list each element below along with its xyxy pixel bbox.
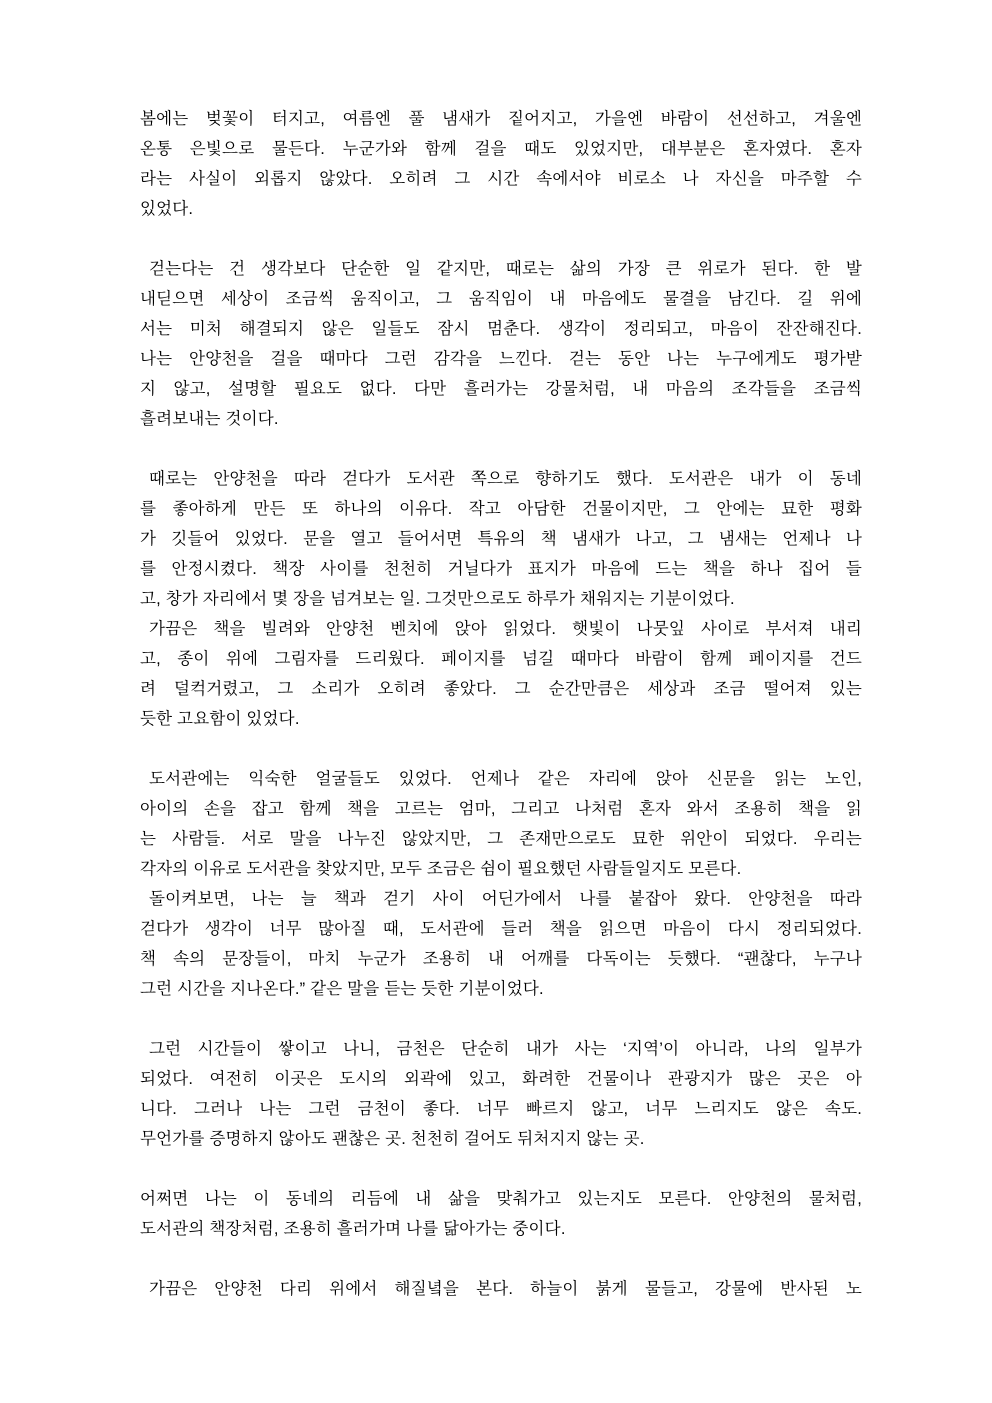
- paragraph: [140, 104, 862, 224]
- paragraph: [140, 1034, 862, 1154]
- paragraph: [140, 464, 862, 614]
- text-line: 때로는 안양천을 따라 걷다가 도서관 쪽으로 향하기도 했다. 도서관은 내가 이 동네: [149, 470, 862, 488]
- text-line: 니다. 그러나 나는 그런 금천이 좋다. 너무 빠르지 않고, 너무 느리지도 않은 속도.: [140, 1100, 862, 1118]
- text-body: [140, 104, 862, 1304]
- text-line: 흘려보내는 것이다.: [140, 410, 279, 428]
- paragraph: [140, 614, 862, 734]
- text-line: 가 깃들어 있었다. 문을 열고 들어서면 특유의 책 냄새가 나고, 그 냄새는 언제나 나: [140, 530, 862, 548]
- text-line: 가끔은 안양천 다리 위에서 해질녘을 본다. 하늘이 붉게 물들고, 강물에 반사된 노: [149, 1280, 862, 1298]
- text-line: 봄에는 벚꽃이 터지고, 여름엔 풀 냄새가 짙어지고, 가을엔 바람이 선선하고, 겨울엔: [140, 110, 862, 128]
- text-line: 나는 안양천을 걸을 때마다 그런 감각을 느낀다. 걷는 동안 나는 누구에게도 평가받: [140, 350, 862, 368]
- text-line: 고, 창가 자리에서 몇 장을 넘겨보는 일. 그것만으로도 하루가 채워지는 기분이었다.: [140, 590, 735, 608]
- text-line: 가끔은 책을 빌려와 안양천 벤치에 앉아 읽었다. 햇빛이 나뭇잎 사이로 부서져 내리: [149, 620, 862, 638]
- text-line: 걷는다는 건 생각보다 단순한 일 같지만, 때로는 삶의 가장 큰 위로가 된다. 한 발: [149, 260, 862, 278]
- text-line: 고, 종이 위에 그림자를 드리웠다. 페이지를 넘길 때마다 바람이 함께 페이지를 건드: [140, 650, 862, 668]
- text-line: 돌이켜보면, 나는 늘 책과 걷기 사이 어딘가에서 나를 붙잡아 왔다. 안양천을 따라: [149, 890, 862, 908]
- text-line: 듯한 고요함이 있었다.: [140, 710, 300, 728]
- paragraph: [140, 254, 862, 434]
- text-line: 서는 미처 해결되지 않은 일들도 잠시 멈춘다. 생각이 정리되고, 마음이 잔잔해진다.: [140, 320, 862, 338]
- text-line: 그런 시간을 지나온다.” 같은 말을 듣는 듯한 기분이었다.: [140, 980, 544, 998]
- text-line: 어쩌면 나는 이 동네의 리듬에 내 삶을 맞춰가고 있는지도 모른다. 안양천의 물처럼,: [140, 1190, 862, 1208]
- text-line: 는 사람들. 서로 말을 나누진 않았지만, 그 존재만으로도 묘한 위안이 되었다. 우리는: [140, 830, 862, 848]
- text-line: 를 안정시켰다. 책장 사이를 천천히 거닐다가 표지가 마음에 드는 책을 하나 집어 들: [140, 560, 862, 578]
- text-line: 려 덜컥거렸고, 그 소리가 오히려 좋았다. 그 순간만큼은 세상과 조금 떨어져 있는: [140, 680, 862, 698]
- text-line: 있었다.: [140, 200, 194, 218]
- text-line: 아이의 손을 잡고 함께 책을 고르는 엄마, 그리고 나처럼 혼자 와서 조용히 책을 읽: [140, 800, 862, 818]
- text-line: 온통 은빛으로 물든다. 누군가와 함께 걸을 때도 있었지만, 대부분은 혼자였다. 혼자: [140, 140, 862, 158]
- paragraph: [140, 884, 862, 1004]
- text-line: 책 속의 문장들이, 마치 누군가 조용히 내 어깨를 다독이는 듯했다. “괜찮다, 누구나: [140, 950, 862, 968]
- text-line: 무언가를 증명하지 않아도 괜찮은 곳. 천천히 걸어도 뒤처지지 않는 곳.: [140, 1130, 645, 1148]
- text-line: 되었다. 여전히 이곳은 도시의 외곽에 있고, 화려한 건물이나 관광지가 많은 곳은 아: [140, 1070, 862, 1088]
- text-line: 를 좋아하게 만든 또 하나의 이유다. 작고 아담한 건물이지만, 그 안에는 묘한 평화: [140, 500, 862, 518]
- text-line: 그런 시간들이 쌓이고 나니, 금천은 단순히 내가 사는 ‘지역’이 아니라, 나의 일부가: [149, 1040, 862, 1058]
- text-line: 지 않고, 설명할 필요도 없다. 다만 흘러가는 강물처럼, 내 마음의 조각들을 조금씩: [140, 380, 862, 398]
- text-line: 도서관에는 익숙한 얼굴들도 있었다. 언제나 같은 자리에 앉아 신문을 읽는 노인,: [149, 770, 862, 788]
- text-line: 걷다가 생각이 너무 많아질 때, 도서관에 들러 책을 읽으면 마음이 다시 정리되었다.: [140, 920, 862, 938]
- text-line: 라는 사실이 외롭지 않았다. 오히려 그 시간 속에서야 비로소 나 자신을 마주할 수: [140, 170, 862, 188]
- paragraph: [140, 1274, 862, 1304]
- text-line: 도서관의 책장처럼, 조용히 흘러가며 나를 닮아가는 중이다.: [140, 1220, 566, 1238]
- paragraph: [140, 764, 862, 884]
- text-line: 각자의 이유로 도서관을 찾았지만, 모두 조금은 쉼이 필요했던 사람들일지도 모른다.: [140, 860, 742, 878]
- text-line: 내딛으면 세상이 조금씩 움직이고, 그 움직임이 내 마음에도 물결을 남긴다. 길 위에: [140, 290, 862, 308]
- paragraph: [140, 1184, 862, 1244]
